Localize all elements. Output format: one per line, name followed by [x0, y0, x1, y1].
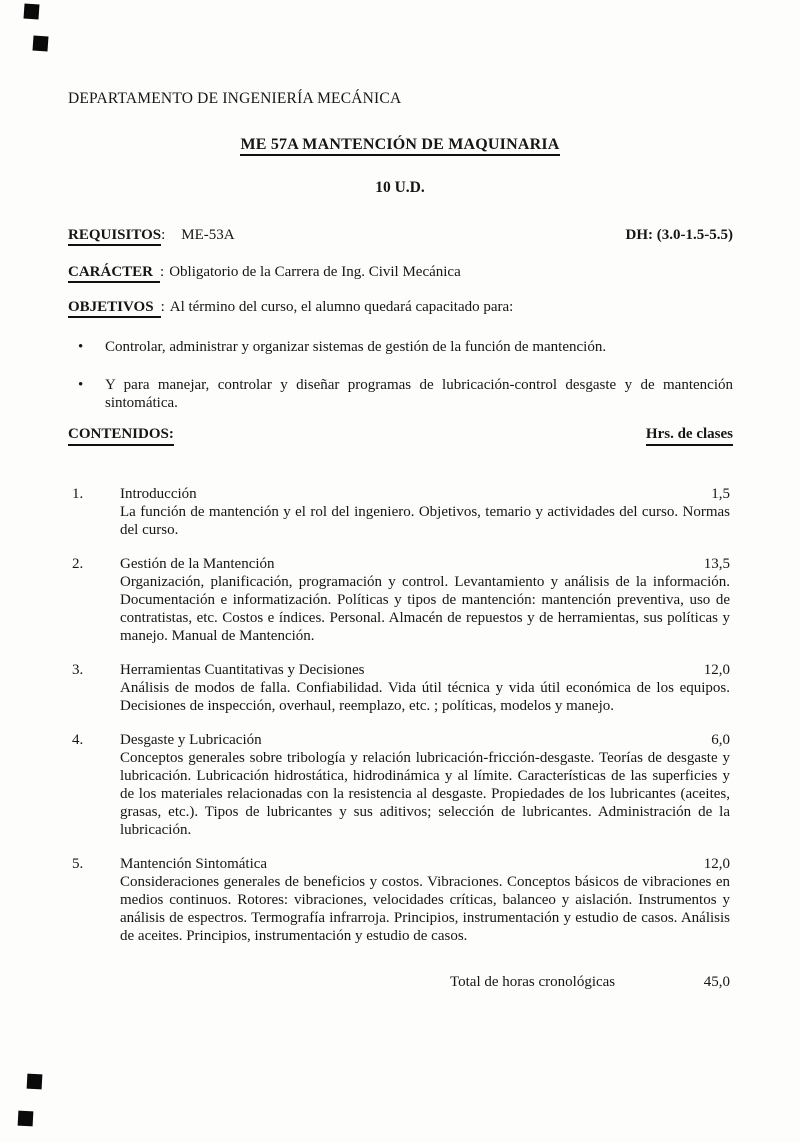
content-item: [72, 661, 730, 715]
requisitos-line: [68, 226, 235, 244]
item-hours: 12,0: [703, 662, 730, 678]
item-hours: 6,0: [711, 732, 730, 748]
caracter-line: [68, 263, 733, 281]
scan-corner-mark: [18, 1111, 34, 1127]
scan-corner-mark: [23, 3, 39, 19]
content-item-head: [72, 661, 730, 679]
requisitos-label: REQUISITOS: [68, 227, 161, 246]
objective-bullet-text: Controlar, administrar y organizar sistemas de gestión de la función de mantención.: [105, 339, 607, 355]
item-number: 1.: [72, 486, 84, 502]
caracter-label: CARÁCTER: [68, 264, 160, 283]
item-hours: 12,0: [703, 856, 730, 872]
contenidos-header-row: [68, 425, 733, 446]
requisitos-value: ME-53A: [181, 227, 235, 243]
caracter-value: Obligatorio de la Carrera de Ing. Civil Mecánica: [169, 264, 461, 280]
item-number: 2.: [72, 556, 84, 572]
content-item-head: [72, 855, 730, 873]
total-hours-label: Total de horas cronológicas: [450, 974, 616, 990]
content-item-head: [72, 485, 730, 503]
item-description: Organización, planificación, programación y control. Levantamiento y análisis de la información. Documentación e informatización. Políticas y tipos de mantención: mantención preventiva, uso de contratistas, etc. Costos e índices. Personal. Almacén de repuestos y de herramientas, sus políticas y manejo. Manual de Mantención.: [120, 574, 730, 644]
credits-value: 10 U.D.: [375, 179, 425, 196]
objective-bullet-item: [78, 338, 733, 356]
item-title: Desgaste y Lubricación: [120, 732, 262, 748]
total-hours-row: [450, 973, 730, 991]
colon: :: [161, 227, 166, 243]
item-description: Análisis de modos de falla. Confiabilidad. Vida útil técnica y vida útil económica de los equipos. Decisiones de inspección, overhaul, reemplazo, etc. ; políticas, modelos y manejo.: [120, 680, 730, 714]
content-item: [72, 731, 730, 839]
dh-value: DH: (3.0-1.5-5.5): [625, 227, 733, 243]
objetivos-line: [68, 298, 733, 316]
content-item-head: [72, 555, 730, 573]
scan-corner-mark: [32, 35, 48, 51]
objective-bullet-text: Y para manejar, controlar y diseñar programas de lubricación-control desgaste y de mantención sintomática.: [105, 377, 733, 411]
course-title: ME 57A MANTENCIÓN DE MAQUINARIA: [240, 136, 559, 156]
item-description: Consideraciones generales de beneficios y costos. Vibraciones. Conceptos básicos de vibraciones en medios continuos. Rotores: vibraciones, velocidades críticas, balanceo y aislación. Instrumentos y análisis de espectros. Termografía infrarroja. Principios, instrumentación y estudio de casos. Análisis de aceites. Principios, instrumentación y estudio de casos.: [120, 874, 730, 944]
objetivos-intro: Al término del curso, el alumno quedará capacitado para:: [169, 299, 514, 315]
colon: :: [160, 299, 165, 315]
requisitos-row: [68, 226, 733, 244]
bullet-icon: •: [78, 377, 84, 393]
colon: :: [160, 264, 165, 280]
item-description: La función de mantención y el rol del ingeniero. Objetivos, temario y actividades del curso. Normas del curso.: [120, 504, 730, 538]
content-item: [72, 855, 730, 945]
hours-column-header: Hrs. de clases: [646, 425, 733, 446]
content-item: [72, 555, 730, 645]
item-hours: 13,5: [703, 556, 730, 572]
total-hours-value: 45,0: [703, 974, 730, 990]
course-title-line: [0, 136, 800, 154]
contents-list: [72, 485, 730, 945]
item-title: Gestión de la Mantención: [120, 556, 275, 572]
item-hours: 1,5: [711, 486, 730, 502]
objetivos-label: OBJETIVOS: [68, 299, 161, 318]
item-number: 4.: [72, 732, 84, 748]
item-number: 5.: [72, 856, 84, 872]
item-title: Mantención Sintomática: [120, 856, 268, 872]
item-number: 3.: [72, 662, 84, 678]
bullet-icon: •: [78, 339, 84, 355]
department-heading: DEPARTAMENTO DE INGENIERÍA MECÁNICA: [68, 90, 402, 107]
objective-bullet-item: [78, 376, 733, 412]
item-title: Introducción: [120, 486, 197, 502]
content-item-head: [72, 731, 730, 749]
item-title: Herramientas Cuantitativas y Decisiones: [120, 662, 365, 678]
scan-corner-mark: [27, 1074, 43, 1090]
contenidos-label: CONTENIDOS:: [68, 425, 174, 446]
item-description: Conceptos generales sobre tribología y relación lubricación-fricción-desgaste. Teorías de desgaste y lubricación. Lubricación hidrostática, hidrodinámica y al límite. Características de las superficies y de los materiales relacionadas con la resistencia al desgaste. Propiedades de los lubricantes (aceites, grasas, etc.). Tipos de lubricantes y sus aditivos; selección de lubricantes. Administración de la lubricación.: [120, 750, 730, 838]
content-item: [72, 485, 730, 539]
